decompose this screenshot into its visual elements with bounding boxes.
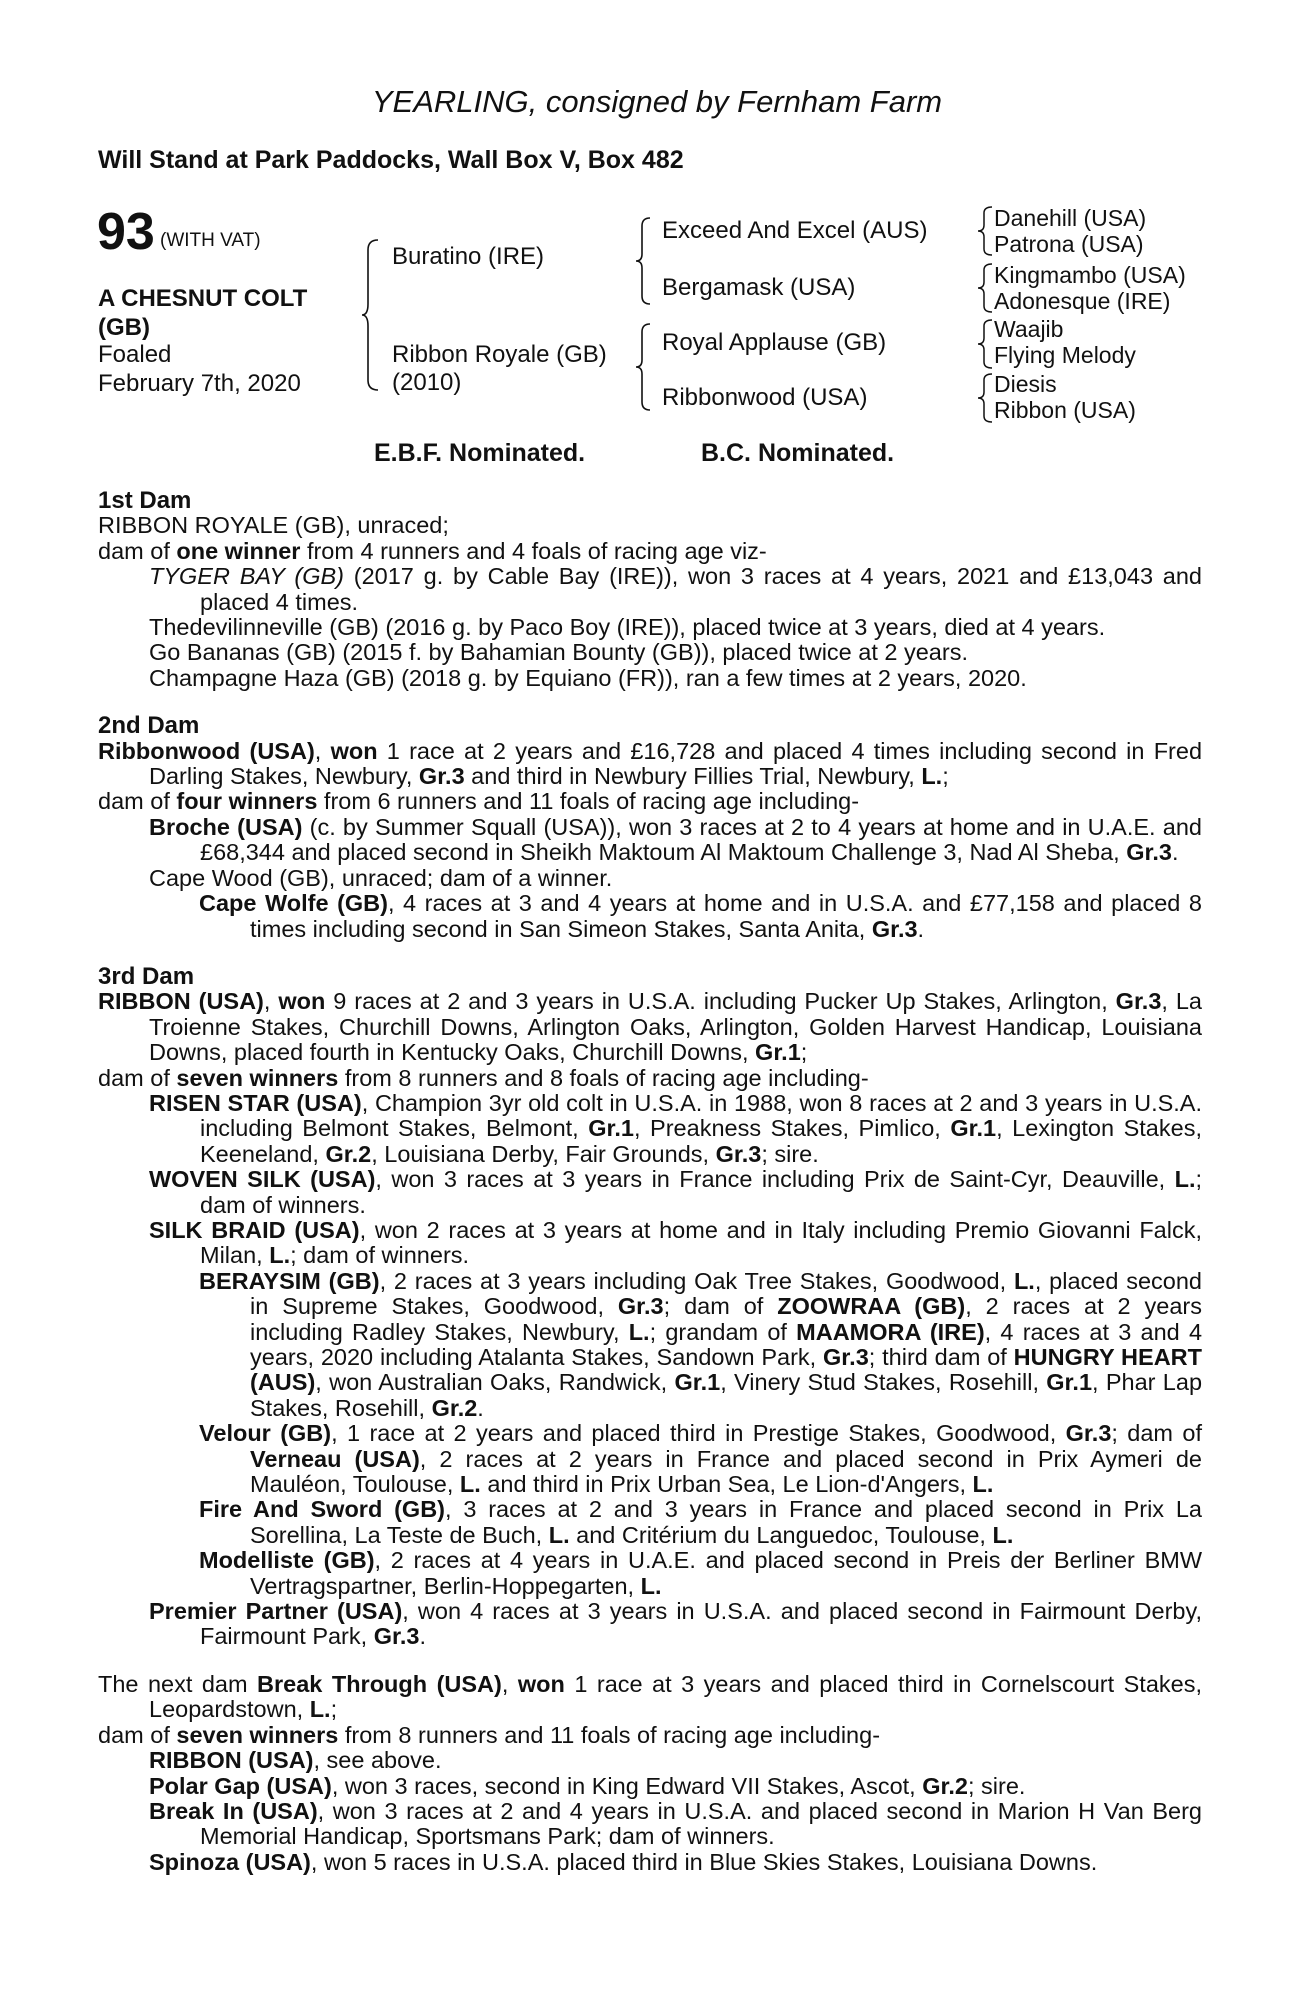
catalogue-body xyxy=(98,488,1202,1875)
first-dam-foal-2: Thedevilinneville (GB) (2016 g. by Paco Boy (IRE)), placed twice at 3 years, died at 4 years. xyxy=(149,614,1106,641)
third-dam-fire-and-sword: Fire And Sword (GB), 3 races at 2 and 3 years in France and placed second in Prix La Sorellina, La Teste de Buch, L. and Critérium du Languedoc, Toulouse, L. xyxy=(199,1496,1202,1548)
first-dam-foal-1: TYGER BAY (GB) (2017 g. by Cable Bay (IRE)), won 3 races at 4 years, 2021 and £13,043 and placed 4 times. xyxy=(149,563,1202,615)
third-dam-woven-silk: WOVEN SILK (USA), won 3 races at 3 years in France including Prix de Saint-Cyr, Deauville, L.; dam of winners. xyxy=(149,1166,1203,1218)
pedigree-g3-8: Ribbon (USA) xyxy=(994,397,1136,423)
third-dam-heading: 3rd Dam xyxy=(98,962,195,990)
pedigree-brace-2b xyxy=(634,322,652,412)
next-dam-break-in: Break In (USA), won 3 races at 2 and 4 years in U.S.A. and placed second in Marion H Van Berg Memorial Handicap, Sportsmans Park; dam of winners. xyxy=(149,1797,1202,1850)
second-dam-produce: dam of four winners from 6 runners and 11 foals of racing age including- xyxy=(98,788,860,815)
ebf-nomination: E.B.F. Nominated. xyxy=(374,439,586,467)
pedigree-g3-2: Patrona (USA) xyxy=(994,231,1144,257)
pedigree-dam-sire: Royal Applause (GB) xyxy=(662,329,887,356)
pedigree-g3-3: Kingmambo (USA) xyxy=(994,262,1186,288)
pedigree-brace-3c xyxy=(976,318,994,370)
first-dam-heading: 1st Dam xyxy=(98,487,192,514)
second-dam-capewood: Cape Wood (GB), unraced; dam of a winner. xyxy=(149,864,613,891)
third-dam-produce: dam of seven winners from 8 runners and 8 foals of racing age including- xyxy=(98,1064,869,1091)
first-dam-produce: dam of one winner from 4 runners and 4 foals of racing age viz- xyxy=(98,537,767,564)
foaled-info xyxy=(98,340,301,398)
third-dam-risen-star: RISEN STAR (USA), Champion 3yr old colt in U.S.A. in 1988, won 8 races at 2 and 3 years in U.S.A. including Belmont Stakes, Belmont, Gr.1, Preakness Stakes, Pimlico, Gr.1, Lexington Stakes, Keeneland, Gr.2, Louisiana Derby, Fair Grounds, Gr.3; sire. xyxy=(149,1089,1203,1167)
pedigree-g3-1: Danehill (USA) xyxy=(994,205,1147,231)
vat-note: (WITH VAT) xyxy=(160,230,261,251)
first-dam-foal-4: Champagne Haza (GB) (2018 g. by Equiano (FR)), ran a few times at 2 years, 2020. xyxy=(149,664,1027,691)
pedigree-brace-3a xyxy=(976,205,994,257)
foaled-label: Foaled xyxy=(98,341,172,368)
bc-nomination: B.C. Nominated. xyxy=(701,439,895,467)
next-dam-produce: dam of seven winners from 8 runners and 11 foals of racing age including- xyxy=(98,1721,881,1748)
pedigree-sire-sire: Exceed And Excel (AUS) xyxy=(662,217,928,244)
next-dam-polar-gap: Polar Gap (USA), won 3 races, second in King Edward VII Stakes, Ascot, Gr.2; sire. xyxy=(149,1772,1026,1799)
next-dam-spinoza: Spinoza (USA), won 5 races in U.S.A. placed third in Blue Skies Stakes, Louisiana Downs. xyxy=(149,1848,1098,1875)
lot-number: 93 xyxy=(97,203,155,261)
pedigree-brace-3b xyxy=(976,262,994,314)
catalogue-title: YEARLING, consigned by Fernham Farm xyxy=(371,84,943,119)
horse-line-2: (GB) xyxy=(98,314,150,341)
pedigree-dam-dam: Ribbonwood (USA) xyxy=(662,384,868,411)
pedigree-brace-2a xyxy=(634,216,652,306)
horse-description xyxy=(98,284,307,342)
pedigree-dam: Ribbon Royale (GB) xyxy=(392,341,607,368)
third-dam-beraysim: BERAYSIM (GB), 2 races at 3 years including Oak Tree Stakes, Goodwood, L., placed second in Supreme Stakes, Goodwood, Gr.3; dam of ZOOWRAA (GB), 2 races at 2 years including Radley Stakes, Newbury, L.; grandam of MAAMORA (IRE), 4 races at 3 and 4 years, 2020 including Atalanta Stakes, Sandown Park, Gr.3; third dam of HUNGRY HEART (AUS), won Australian Oaks, Randwick, Gr.1, Vinery Stud Stakes, Rosehill, Gr.1, Phar Lap Stakes, Rosehill, Gr.2. xyxy=(199,1267,1203,1421)
pedigree-dam-year: (2010) xyxy=(392,369,462,396)
stand-location: Will Stand at Park Paddocks, Wall Box V, Box 482 xyxy=(98,146,684,174)
second-dam-capewolfe: Cape Wolfe (GB), 4 races at 3 and 4 years at home and in U.S.A. and £77,158 and placed 8 times including second in San Simeon Stakes, Santa Anita, Gr.3. xyxy=(199,890,1202,942)
next-dam-record: The next dam Break Through (USA), won 1 race at 3 years and placed third in Cornelscourt Stakes, Leopardstown, L.; xyxy=(98,1670,1202,1723)
third-dam-silk-braid: SILK BRAID (USA), won 2 races at 3 years at home and in Italy including Premio Giovanni Falck, Milan, L.; dam of winners. xyxy=(149,1216,1202,1269)
pedigree-brace-3d xyxy=(976,372,994,424)
first-dam-line: RIBBON ROYALE (GB), unraced; xyxy=(98,512,449,539)
second-dam-record: Ribbonwood (USA), won 1 race at 2 years and £16,728 and placed 4 times including second in Fred Darling Stakes, Newbury, Gr.3 and third in Newbury Fillies Trial, Newbury, L.; xyxy=(98,737,1203,790)
pedigree-sire-dam: Bergamask (USA) xyxy=(662,274,856,301)
pedigree-sire: Buratino (IRE) xyxy=(392,243,545,270)
foaled-date: February 7th, 2020 xyxy=(98,370,301,397)
third-dam-velour: Velour (GB), 1 race at 2 years and placed third in Prestige Stakes, Goodwood, Gr.3; dam of Verneau (USA), 2 races at 2 years in France and placed second in Prix Aymeri de Mauléon, Toulouse, L. and third in Prix Urban Sea, Le Lion-d'Angers, L. xyxy=(199,1420,1202,1498)
horse-line-1: A CHESNUT COLT xyxy=(98,285,308,312)
third-dam-record: RIBBON (USA), won 9 races at 2 and 3 years in U.S.A. including Pucker Up Stakes, Arlington, Gr.3, La Troienne Stakes, Churchill Downs, Arlington Oaks, Arlington, Golden Harvest Handicap, Louisiana Downs, placed fourth in Kentucky Oaks, Churchill Downs, Gr.1; xyxy=(98,988,1202,1066)
third-dam-premier-partner: Premier Partner (USA), won 4 races at 3 years in U.S.A. and placed second in Fairmount Derby, Fairmount Park, Gr.3. xyxy=(149,1598,1203,1650)
pedigree-g3-4: Adonesque (IRE) xyxy=(994,288,1171,314)
second-dam-heading: 2nd Dam xyxy=(98,712,200,740)
pedigree-g3-6: Flying Melody xyxy=(994,342,1136,368)
pedigree-g3-7: Diesis xyxy=(994,371,1057,397)
third-dam-modelliste: Modelliste (GB), 2 races at 4 years in U.A.E. and placed second in Preis der Berliner BMW Vertragspartner, Berlin-Hoppegarten, L. xyxy=(199,1547,1202,1599)
pedigree-g3-5: Waajib xyxy=(994,316,1064,342)
next-dam-ribbon: RIBBON (USA), see above. xyxy=(149,1747,442,1774)
first-dam-foal-3: Go Bananas (GB) (2015 f. by Bahamian Bounty (GB)), placed twice at 2 years. xyxy=(149,639,968,666)
second-dam-broche: Broche (USA) (c. by Summer Squall (USA)), won 3 races at 2 to 4 years at home and in U.A.E. and £68,344 and placed second in Sheikh Maktoum Al Maktoum Challenge 3, Nad Al Sheba, Gr.3. xyxy=(149,813,1202,866)
pedigree-brace-1 xyxy=(360,238,380,392)
